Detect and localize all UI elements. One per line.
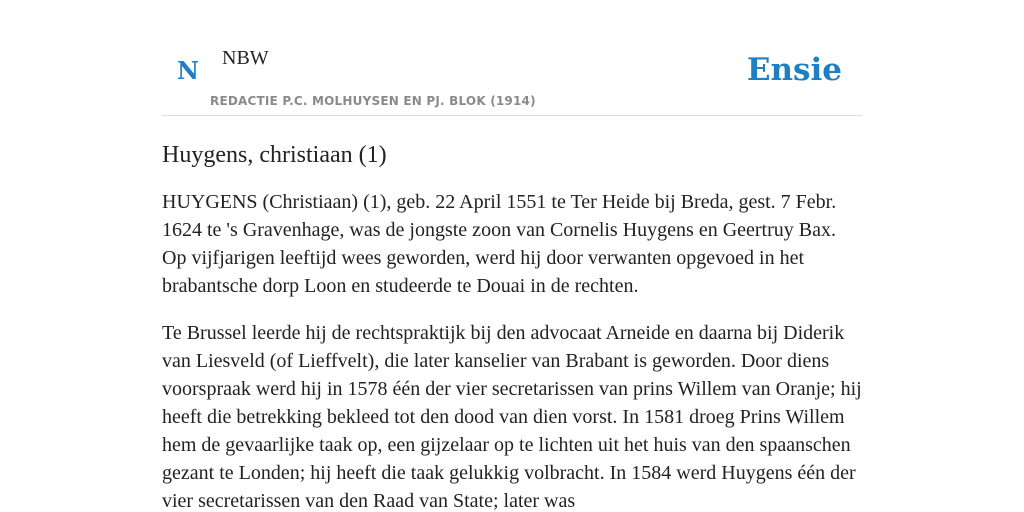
page xyxy=(162,0,862,512)
article-paragraph: Te Brussel leerde hij de rechtspraktijk bij den advocaat Arneide en daarna bij Diderik van Liesveld (of Lieffvelt), die later kanselier van Brabant is geworden. Door diens voorspraak werd hij in 1578 één der vier secretarissen van prins Willem van Oranje; hij heeft die betrekking bekleed tot den dood van dien vorst. In 1581 droeg Prins Willem hem de gevaarlijke taak op, een gijzelaar op te lichten uit het huis van den spaanschen gezant te Londen; hij heeft die taak gelukkig volbracht. In 1584 werd Huygens één der vier secretarissen van den Raad van State; later was xyxy=(162,322,862,512)
source-subtitle: REDACTIE P.C. MOLHUYSEN EN PJ. BLOK (1914) xyxy=(210,94,536,108)
article-title: Huygens, christiaan (1) xyxy=(162,142,387,168)
article-paragraph: HUYGENS (Christiaan) (1), geb. 22 April 1551 te Ter Heide bij Breda, gest. 7 Febr. 1624 te 's Gravenhage, was de jongste zoon van Cornelis Huygens en Geertruy Bax. Op vijfjarigen leeftijd wees geworden, werd hij door verwanten opgevoed in het brabantsche dorp Loon en studeerde te Douai in de rechten. xyxy=(162,191,837,297)
brand-logo-link[interactable]: Ensie xyxy=(746,52,842,88)
header xyxy=(162,0,862,116)
source-title[interactable]: NBW xyxy=(222,47,269,69)
source-logo-icon[interactable]: N xyxy=(177,56,199,85)
article-body xyxy=(162,188,862,512)
